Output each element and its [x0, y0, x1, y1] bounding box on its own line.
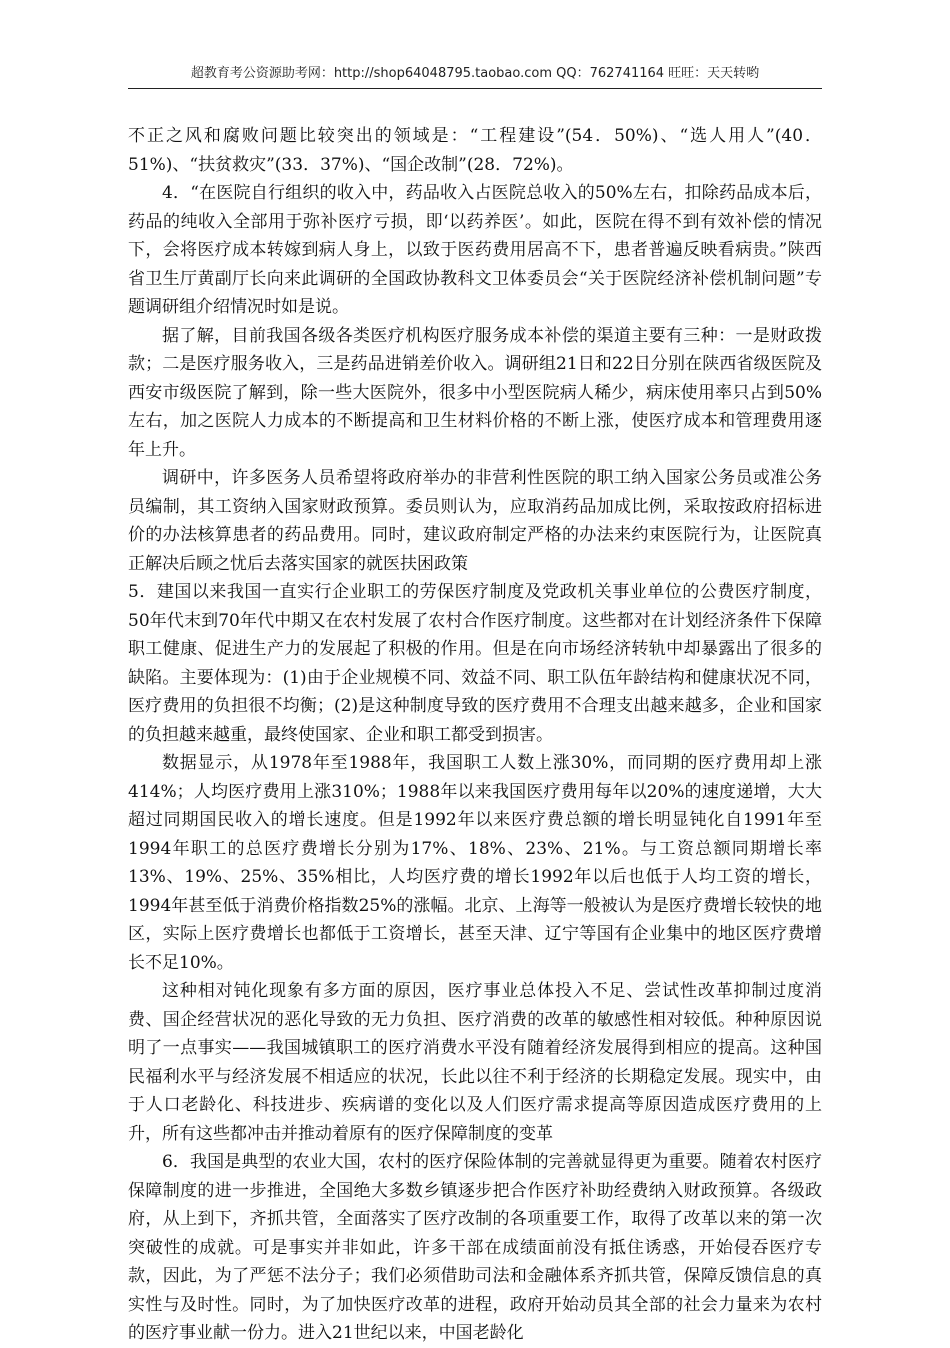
paragraph-7: 这种相对钝化现象有多方面的原因，医疗事业总体投入不足、尝试性改革抑制过度消费、国企经营状况的恶化导致的无力负担、医疗消费的改革的敏感性相对较低。种种原因说明了一点事实——我国城镇职工的医疗消费水平没有随着经济发展得到相应的提高。这种国民福利水平与经济发展不相适应的状况，长此以往不利于经济的长期稳定发展。现实中，由于人口老龄化、科技进步、疾病谱的变化以及人们医疗需求提高等原因造成医疗费用的上升，所有这些都冲击并推动着原有的医疗保障制度的变革	[128, 981, 822, 1144]
header-divider	[128, 88, 822, 89]
paragraph-8: 6．我国是典型的农业大国，农村的医疗保险体制的完善就显得更为重要。随着农村医疗保障制度的进一步推进，全国绝大多数乡镇逐步把合作医疗补助经费纳入财政预算。各级政府，从上到下，齐抓共管，全面落实了医疗改制的各项重要工作，取得了改革以来的第一次突破性的成就。可是事实并非如此，许多干部在成绩面前没有抵住诱惑，开始侵吞医疗专款，因此，为了严惩不法分子；我们必须借助司法和金融体系齐抓共管，保障反馈信息的真实性与及时性。同时，为了加快医疗改革的进程，政府开始动员其全部的社会力量来为农村的医疗事业献一份力。进入21世纪以来，中国老龄化	[128, 1152, 822, 1343]
document-body	[128, 122, 822, 1348]
paragraph-5: 5．建国以来我国一直实行企业职工的劳保医疗制度及党政机关事业单位的公费医疗制度，50年代末到70年代中期又在农村发展了农村合作医疗制度。这些都对在计划经济条件下保障职工健康、促进生产力的发展起了积极的作用。但是在向市场经济转轨中却暴露出了很多的缺陷。主要体现为：(1)由于企业规模不同、效益不同、职工队伍年龄结构和健康状况不同，医疗费用的负担很不均衡；(2)是这种制度导致的医疗费用不合理支出越来越多，企业和国家的负担越来越重，最终使国家、企业和职工都受到损害。	[128, 582, 822, 745]
paragraph-6: 数据显示，从1978年至1988年，我国职工人数上涨30%，而同期的医疗费用却上涨414%；人均医疗费用上涨310%；1988年以来我国医疗费用每年以20%的速度递增，大大超过同期国民收入的增长速度。但是1992年以来医疗费总额的增长明显钝化自1991年至1994年职工的总医疗费增长分别为17%、18%、23%、21%。与工资总额同期增长率13%、19%、25%、35%相比，人均医疗费的增长1992年以后也低于人均工资的增长，1994年甚至低于消费价格指数25%的涨幅。北京、上海等一般被认为是医疗费增长较快的地区，实际上医疗费增长也都低于工资增长，甚至天津、辽宁等国有企业集中的地区医疗费增长不足10%。	[128, 753, 822, 973]
paragraph-1: 不正之风和腐败问题比较突出的领域是：“工程建设”(54．50%)、“选人用人”(40．51%)、“扶贫救灾”(33．37%)、“国企改制”(28．72%)。	[128, 126, 822, 175]
paragraph-3: 据了解，目前我国各级各类医疗机构医疗服务成本补偿的渠道主要有三种：一是财政拨款；二是医疗服务收入，三是药品进销差价收入。调研组21日和22日分别在陕西省级医院及西安市级医院了解到，除一些大医院外，很多中小型医院病人稀少，病床使用率只占到50%左右，加之医院人力成本的不断提高和卫生材料价格的不断上涨，使医疗成本和管理费用逐年上升。	[128, 325, 822, 460]
paragraph-2: 4．“在医院自行组织的收入中，药品收入占医院总收入的50%左右，扣除药品成本后，药品的纯收入全部用于弥补医疗亏损，即‘以药养医’。如此，医院在得不到有效补偿的情况下，会将医疗成本转嫁到病人身上，以致于医药费用居高不下，患者普遍反映看病贵。”陕西省卫生厅黄副厅长向来此调研的全国政协教科文卫体委员会“关于医院经济补偿机制问题”专题调研组介绍情况时如是说。	[128, 183, 822, 317]
paragraph-4: 调研中，许多医务人员希望将政府举办的非营利性医院的职工纳入国家公务员或准公务员编制，其工资纳入国家财政预算。委员则认为，应取消药品加成比例，采取按政府招标进价的办法核算患者的药品费用。同时，建议政府制定严格的办法来约束医院行为，让医院真正解决后顾之忧后去落实国家的就医扶困政策	[128, 468, 822, 574]
page-header: 超教育考公资源助考网：http://shop64048795.taobao.com QQ：762741164 旺旺：天天转哟	[190, 66, 760, 81]
